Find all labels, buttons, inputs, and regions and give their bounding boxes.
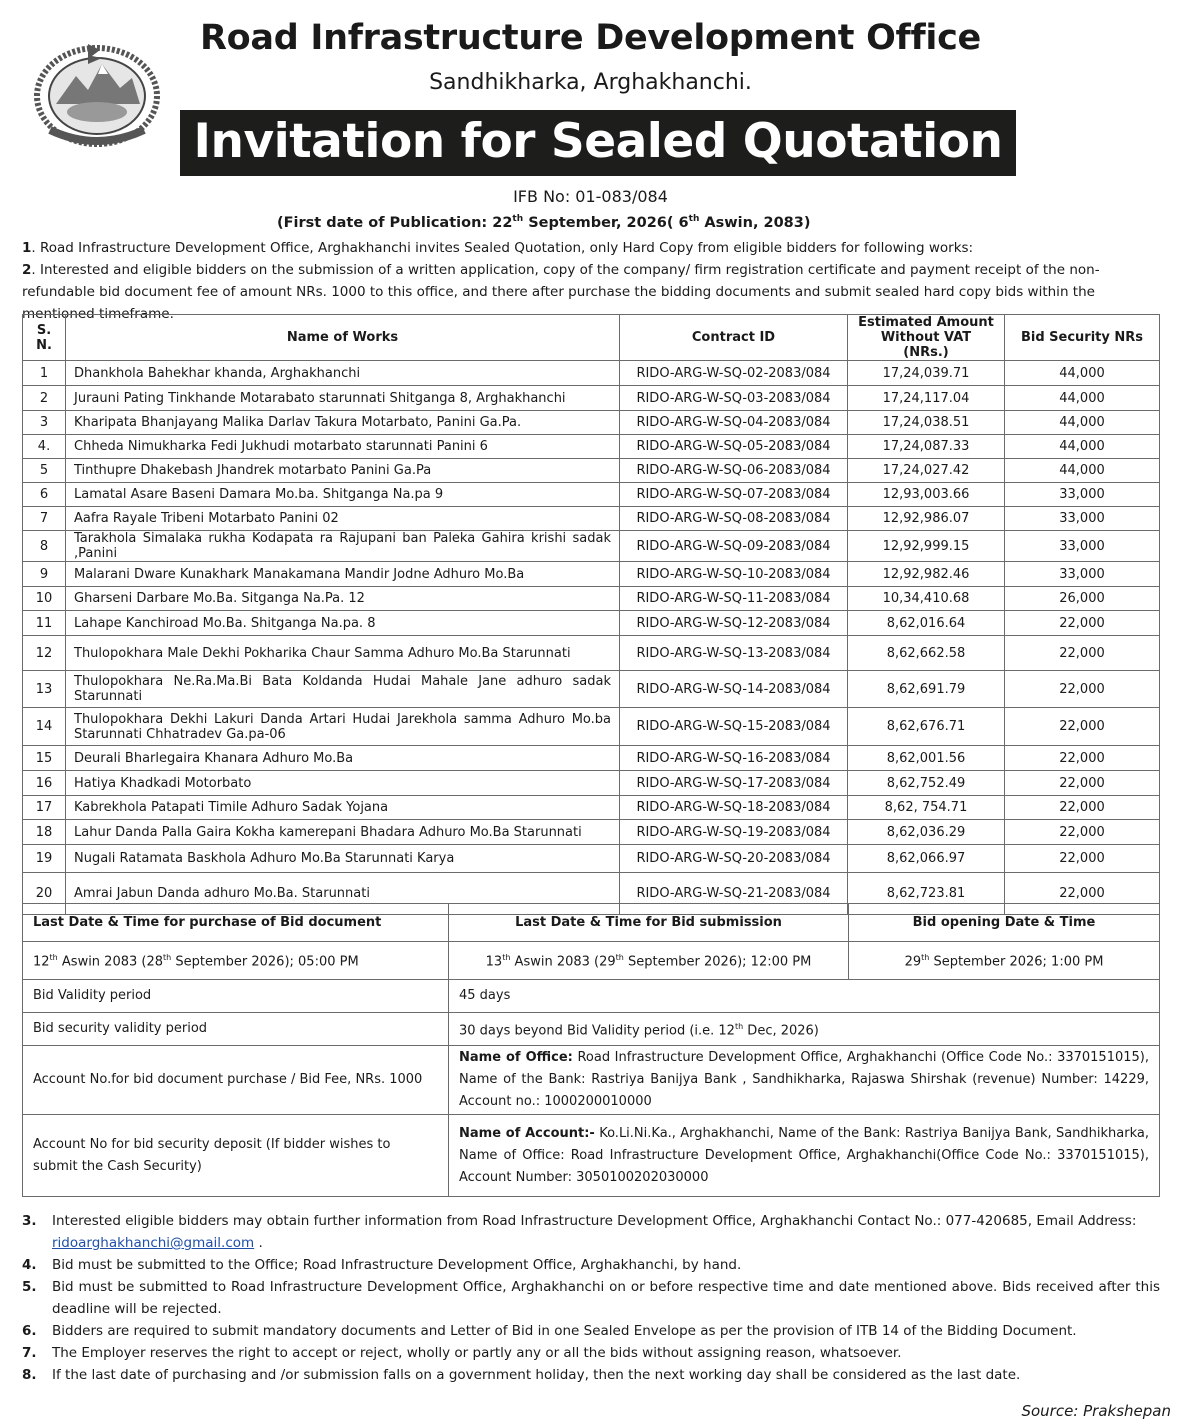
row-work-name: Lahape Kanchiroad Mo.Ba. Shitganga Na.pa. 8 — [66, 611, 620, 636]
row-sn: 20 — [23, 873, 66, 915]
row-contract-id: RIDO-ARG-W-SQ-20-2083/084 — [620, 845, 848, 873]
row-security: 33,000 — [1005, 483, 1160, 507]
schedule-table — [22, 903, 1160, 1197]
col-header-name: Name of Works — [66, 315, 620, 361]
row-sn: 13 — [23, 671, 66, 708]
purchase-deadline-header: Last Date & Time for purchase of Bid document — [23, 904, 449, 942]
row-contract-id: RIDO-ARG-W-SQ-07-2083/084 — [620, 483, 848, 507]
row-amount: 8,62,691.79 — [848, 671, 1005, 708]
intro-paragraph-2: 2. Interested and eligible bidders on the submission of a written application, copy of the company/ firm registration certificate and payment receipt of the non-refundable bid document fee of amount NRs. 1000 to this office, and there after purchase the bidding documents and submit sealed hard copy bids within the mentioned timeframe. — [22, 262, 1100, 322]
row-security: 22,000 — [1005, 845, 1160, 873]
bid-validity-label: Bid Validity period — [23, 980, 449, 1013]
row-security: 26,000 — [1005, 587, 1160, 611]
row-sn: 8 — [23, 531, 66, 562]
submission-deadline-header: Last Date & Time for Bid submission — [449, 904, 849, 942]
table-row — [23, 386, 1160, 411]
row-work-name: Kharipata Bhanjayang Malika Darlav Takura Motarbato, Panini Ga.Pa. — [66, 411, 620, 435]
bid-fee-account-label: Account No.for bid document purchase / Bid Fee, NRs. 1000 — [23, 1046, 449, 1115]
note-item: 4. Bid must be submitted to the Office; Road Infrastructure Development Office, Arghakhanchi, by hand. — [22, 1257, 742, 1273]
row-contract-id: RIDO-ARG-W-SQ-15-2083/084 — [620, 708, 848, 746]
row-sn: 9 — [23, 562, 66, 587]
row-contract-id: RIDO-ARG-W-SQ-05-2083/084 — [620, 435, 848, 459]
row-contract-id: RIDO-ARG-W-SQ-17-2083/084 — [620, 771, 848, 796]
table-row — [23, 611, 1160, 636]
row-work-name: Lamatal Asare Baseni Damara Mo.ba. Shitganga Na.pa 9 — [66, 483, 620, 507]
col-header-sn: S. N. — [23, 315, 66, 361]
works-table — [22, 314, 1160, 915]
row-security: 22,000 — [1005, 708, 1160, 746]
table-row — [23, 435, 1160, 459]
row-amount: 12,92,999.15 — [848, 531, 1005, 562]
table-row — [23, 708, 1160, 746]
row-sn: 4. — [23, 435, 66, 459]
row-security: 44,000 — [1005, 435, 1160, 459]
table-row — [23, 483, 1160, 507]
row-sn: 10 — [23, 587, 66, 611]
row-amount: 8,62,662.58 — [848, 636, 1005, 671]
table-row — [23, 636, 1160, 671]
security-account-details: Name of Account:- Ko.Li.Ni.Ka., Arghakhanchi, Name of the Bank: Rastriya Banijya Bank, Sandhikharka, Name of Office: Road Infrastructure Development Office, Arghakhanchi(Office Code No.: 3370151015), Account Number: 3050100202030000 — [449, 1115, 1160, 1197]
row-contract-id: RIDO-ARG-W-SQ-02-2083/084 — [620, 361, 848, 386]
table-row — [23, 845, 1160, 873]
row-sn: 15 — [23, 746, 66, 771]
row-security: 44,000 — [1005, 411, 1160, 435]
row-work-name: Thulopokhara Dekhi Lakuri Danda Artari Hudai Jarekhola samma Adhuro Mo.ba Starunnati Chhatradev Ga.pa-06 — [66, 708, 620, 746]
row-contract-id: RIDO-ARG-W-SQ-12-2083/084 — [620, 611, 848, 636]
table-row — [23, 459, 1160, 483]
row-security: 22,000 — [1005, 796, 1160, 820]
row-amount: 8,62,752.49 — [848, 771, 1005, 796]
row-work-name: Hatiya Khadkadi Motorbato — [66, 771, 620, 796]
row-work-name: Thulopokhara Male Dekhi Pokharika Chaur Samma Adhuro Mo.Ba Starunnati — [66, 636, 620, 671]
row-security: 44,000 — [1005, 459, 1160, 483]
intro-paragraph-1: 1. Road Infrastructure Development Office, Arghakhanchi invites Sealed Quotation, only Hard Copy from eligible bidders for following works: — [22, 240, 974, 256]
row-work-name: Amrai Jabun Danda adhuro Mo.Ba. Starunnati — [66, 873, 620, 915]
table-row — [23, 411, 1160, 435]
publication-date: (First date of Publication: 22th September, 2026( 6th Aswin, 2083) — [277, 214, 811, 231]
table-row — [23, 820, 1160, 845]
source-credit: Source: Prakshepan — [1021, 1402, 1171, 1420]
row-contract-id: RIDO-ARG-W-SQ-19-2083/084 — [620, 820, 848, 845]
row-security: 22,000 — [1005, 820, 1160, 845]
row-amount: 17,24,087.33 — [848, 435, 1005, 459]
row-contract-id: RIDO-ARG-W-SQ-18-2083/084 — [620, 796, 848, 820]
row-sn: 18 — [23, 820, 66, 845]
note-item: 3. Interested eligible bidders may obtain further information from Road Infrastructure Development Office, Arghakhanchi Contact No.: 077-420685, Email Address: ridoarghakhanchi@gmail.com . — [22, 1213, 1137, 1251]
security-validity-label: Bid security validity period — [23, 1013, 449, 1046]
row-work-name: Deurali Bharlegaira Khanara Adhuro Mo.Ba — [66, 746, 620, 771]
notice-banner: Invitation for Sealed Quotation — [180, 110, 1016, 176]
row-amount: 17,24,039.71 — [848, 361, 1005, 386]
row-security: 22,000 — [1005, 873, 1160, 915]
row-amount: 17,24,038.51 — [848, 411, 1005, 435]
row-amount: 8,62,723.81 — [848, 873, 1005, 915]
row-sn: 17 — [23, 796, 66, 820]
row-sn: 7 — [23, 507, 66, 531]
row-security: 33,000 — [1005, 507, 1160, 531]
row-amount: 8,62,676.71 — [848, 708, 1005, 746]
row-contract-id: RIDO-ARG-W-SQ-03-2083/084 — [620, 386, 848, 411]
row-security: 22,000 — [1005, 636, 1160, 671]
opening-date-header: Bid opening Date & Time — [849, 904, 1160, 942]
row-work-name: Dhankhola Bahekhar khanda, Arghakhanchi — [66, 361, 620, 386]
table-row — [23, 796, 1160, 820]
row-contract-id: RIDO-ARG-W-SQ-11-2083/084 — [620, 587, 848, 611]
row-work-name: Chheda Nimukharka Fedi Jukhudi motarbato starunnati Panini 6 — [66, 435, 620, 459]
bid-fee-account-details: Name of Office: Road Infrastructure Development Office, Arghakhanchi (Office Code No.: 3370151015), Name of the Bank: Rastriya Banijya Bank , Sandhikharka, Rajaswa Shirshak (revenue) Number: 14229, Account no.: 1000200010000 — [449, 1046, 1160, 1115]
row-contract-id: RIDO-ARG-W-SQ-14-2083/084 — [620, 671, 848, 708]
row-contract-id: RIDO-ARG-W-SQ-10-2083/084 — [620, 562, 848, 587]
office-title: Road Infrastructure Development Office — [200, 18, 981, 58]
row-security: 44,000 — [1005, 386, 1160, 411]
row-amount: 8,62,066.97 — [848, 845, 1005, 873]
row-sn: 14 — [23, 708, 66, 746]
row-work-name: Thulopokhara Ne.Ra.Ma.Bi Bata Koldanda Hudai Mahale Jane adhuro sadak Starunnati — [66, 671, 620, 708]
row-amount: 17,24,117.04 — [848, 386, 1005, 411]
row-amount: 8,62,016.64 — [848, 611, 1005, 636]
row-amount: 8,62, 754.71 — [848, 796, 1005, 820]
row-security: 33,000 — [1005, 531, 1160, 562]
row-contract-id: RIDO-ARG-W-SQ-09-2083/084 — [620, 531, 848, 562]
row-work-name: Malarani Dware Kunakhark Manakamana Mandir Jodne Adhuro Mo.Ba — [66, 562, 620, 587]
row-amount: 8,62,001.56 — [848, 746, 1005, 771]
row-work-name: Kabrekhola Patapati Timile Adhuro Sadak Yojana — [66, 796, 620, 820]
col-header-amount: Estimated Amount Without VAT (NRs.) — [848, 315, 1005, 361]
row-work-name: Gharseni Darbare Mo.Ba. Sitganga Na.Pa. 12 — [66, 587, 620, 611]
note-item: 5. Bid must be submitted to Road Infrastructure Development Office, Arghakhanchi on or before respective time and date mentioned above. Bids received after this deadline will be rejected. — [22, 1279, 1160, 1317]
row-amount: 10,34,410.68 — [848, 587, 1005, 611]
note-item: 7. The Employer reserves the right to accept or reject, wholly or partly any or all the bids without assigning reason, whatsoever. — [22, 1345, 902, 1361]
row-sn: 19 — [23, 845, 66, 873]
row-security: 44,000 — [1005, 361, 1160, 386]
row-contract-id: RIDO-ARG-W-SQ-13-2083/084 — [620, 636, 848, 671]
table-row — [23, 531, 1160, 562]
ifb-number: IFB No: 01-083/084 — [513, 187, 668, 206]
row-work-name: Lahur Danda Palla Gaira Kokha kamerepani Bhadara Adhuro Mo.Ba Starunnati — [66, 820, 620, 845]
row-contract-id: RIDO-ARG-W-SQ-08-2083/084 — [620, 507, 848, 531]
table-row — [23, 671, 1160, 708]
table-row — [23, 507, 1160, 531]
row-work-name: Jurauni Pating Tinkhande Motarabato starunnati Shitganga 8, Arghakhanchi — [66, 386, 620, 411]
row-sn: 3 — [23, 411, 66, 435]
row-sn: 12 — [23, 636, 66, 671]
row-amount: 17,24,027.42 — [848, 459, 1005, 483]
row-amount: 12,92,986.07 — [848, 507, 1005, 531]
row-sn: 5 — [23, 459, 66, 483]
row-contract-id: RIDO-ARG-W-SQ-16-2083/084 — [620, 746, 848, 771]
row-work-name: Tarakhola Simalaka rukha Kodapata ra Rajupani ban Paleka Gahira krishi sadak ,Panini — [66, 531, 620, 562]
bid-validity-value: 45 days — [449, 980, 1160, 1013]
table-row — [23, 746, 1160, 771]
table-row — [23, 771, 1160, 796]
row-contract-id: RIDO-ARG-W-SQ-21-2083/084 — [620, 873, 848, 915]
table-row — [23, 587, 1160, 611]
notes-list — [22, 1210, 1160, 1386]
submission-deadline-value: 13th Aswin 2083 (29th September 2026); 12:00 PM — [449, 942, 849, 980]
note-item: 6. Bidders are required to submit mandatory documents and Letter of Bid in one Sealed Envelope as per the provision of ITB 14 of the Bidding Document. — [22, 1323, 1077, 1339]
row-amount: 12,93,003.66 — [848, 483, 1005, 507]
opening-date-value: 29th September 2026; 1:00 PM — [849, 942, 1160, 980]
row-security: 22,000 — [1005, 671, 1160, 708]
row-sn: 11 — [23, 611, 66, 636]
table-row — [23, 562, 1160, 587]
row-work-name: Nugali Ratamata Baskhola Adhuro Mo.Ba Starunnati Karya — [66, 845, 620, 873]
row-contract-id: RIDO-ARG-W-SQ-06-2083/084 — [620, 459, 848, 483]
office-address: Sandhikharka, Arghakhanchi. — [429, 70, 752, 95]
row-amount: 12,92,982.46 — [848, 562, 1005, 587]
row-sn: 1 — [23, 361, 66, 386]
note-item: 8. If the last date of purchasing and /or submission falls on a government holiday, then the next working day shall be considered as the last date. — [22, 1367, 1021, 1383]
row-security: 22,000 — [1005, 771, 1160, 796]
email-link[interactable]: ridoarghakhanchi@gmail.com — [52, 1235, 255, 1251]
row-sn: 2 — [23, 386, 66, 411]
row-security: 33,000 — [1005, 562, 1160, 587]
col-header-security: Bid Security NRs — [1005, 315, 1160, 361]
purchase-deadline-value: 12th Aswin 2083 (28th September 2026); 05:00 PM — [23, 942, 449, 980]
security-validity-value: 30 days beyond Bid Validity period (i.e. 12th Dec, 2026) — [449, 1013, 1160, 1046]
row-security: 22,000 — [1005, 746, 1160, 771]
row-amount: 8,62,036.29 — [848, 820, 1005, 845]
row-sn: 6 — [23, 483, 66, 507]
row-contract-id: RIDO-ARG-W-SQ-04-2083/084 — [620, 411, 848, 435]
row-work-name: Aafra Rayale Tribeni Motarbato Panini 02 — [66, 507, 620, 531]
table-row — [23, 361, 1160, 386]
row-work-name: Tinthupre Dhakebash Jhandrek motarbato Panini Ga.Pa — [66, 459, 620, 483]
security-account-label: Account No for bid security deposit (If bidder wishes to submit the Cash Security) — [23, 1115, 449, 1197]
col-header-contract: Contract ID — [620, 315, 848, 361]
row-sn: 16 — [23, 771, 66, 796]
row-security: 22,000 — [1005, 611, 1160, 636]
